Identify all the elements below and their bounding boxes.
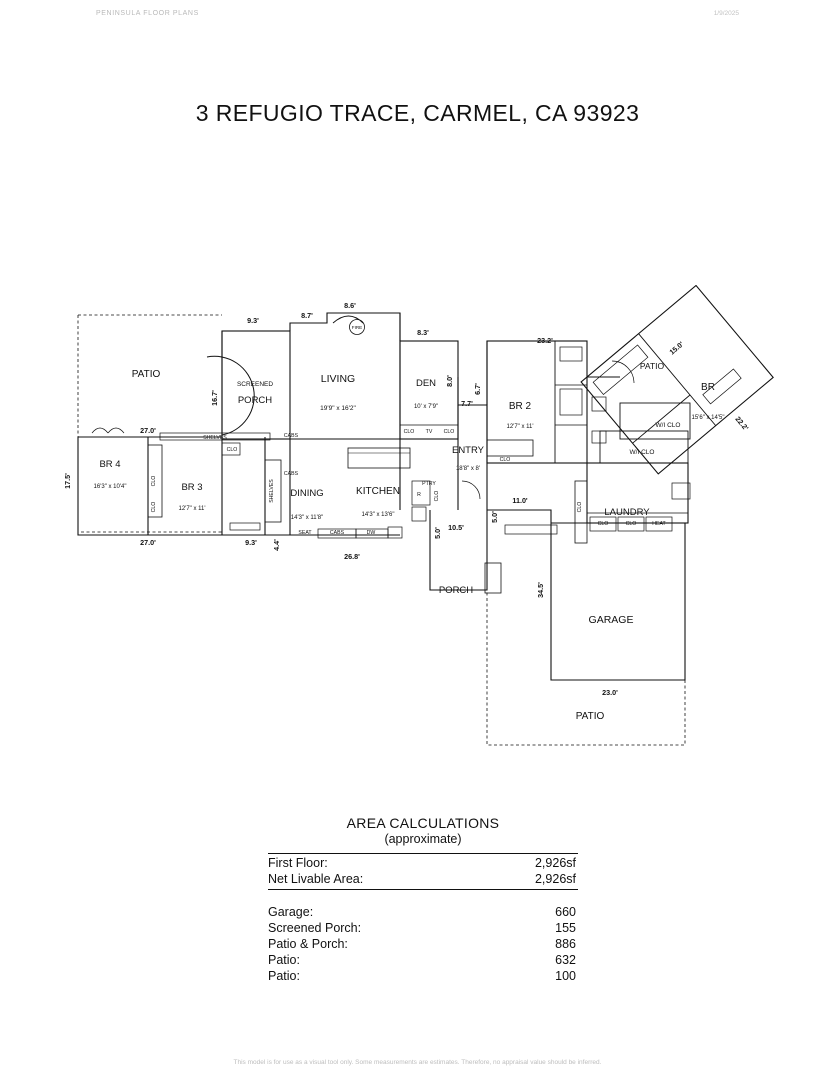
dim-4-4: 4.4' — [272, 539, 281, 551]
area-label: Screened Porch: — [268, 921, 362, 935]
patio-outline-garage — [487, 510, 685, 745]
room-dims-br3: 12'7" x 11' — [178, 506, 206, 512]
label-clo-den-1: CLO — [403, 429, 415, 435]
label-clo-hall: CLO — [577, 501, 583, 513]
area-value: 100 — [555, 969, 576, 983]
dim-23-2: 23.2' — [537, 336, 553, 345]
dim-5-0-b: 5.0' — [490, 511, 499, 523]
room-dims-br-wing: 15'6" x 14'5" — [691, 415, 725, 421]
room-label-kitchen: KITCHEN — [356, 486, 400, 497]
room-label-br2: BR 2 — [508, 401, 532, 412]
header-company-label: PENINSULA FLOOR PLANS — [96, 10, 199, 17]
patio-outline-left — [78, 315, 222, 532]
label-tv: TV — [425, 429, 433, 435]
label-clo-l2: CLO — [625, 521, 637, 527]
area-calculations — [268, 815, 578, 984]
label-heat: HEAT — [652, 521, 666, 527]
dim-11-0: 11.0' — [512, 496, 528, 505]
document-header — [0, 10, 835, 24]
label-clo-entry: CLO — [499, 457, 511, 463]
room-dims-br4: 16'3" x 10'4" — [93, 484, 127, 490]
area-label: Patio & Porch: — [268, 937, 348, 951]
dim-8-7: 8.7' — [301, 311, 313, 320]
disclaimer-text: This model is for use as a visual tool only. Some measurements are estimates. Therefore, no appraisal value should be inferred. — [233, 1059, 602, 1066]
label-clo-kitchen: CLO — [434, 490, 440, 502]
label-cabs-2: CABS — [283, 471, 299, 477]
room-label-porch-front: PORCH — [237, 395, 273, 406]
area-value: 2,926sf — [482, 871, 578, 890]
area-label: Garage: — [268, 905, 314, 919]
room-label-br4: BR 4 — [99, 459, 121, 470]
area-calculations-title: AREA CALCULATIONS — [346, 815, 500, 831]
dim-10-5: 10.5' — [448, 523, 464, 532]
room-label-patio-left: PATIO — [131, 369, 161, 380]
dim-23-0: 23.0' — [602, 688, 618, 697]
dim-26-8: 26.8' — [344, 552, 360, 561]
room-dims-living: 19'9" x 16'2" — [320, 405, 356, 412]
room-label-dining: DINING — [290, 488, 324, 499]
table-row — [268, 904, 578, 920]
area-value: 660 — [555, 905, 576, 919]
room-dims-den: 10' x 7'9" — [413, 404, 439, 410]
dim-8-3: 8.3' — [417, 328, 429, 337]
label-fire: FIRE — [351, 325, 363, 330]
dim-7-7: 7.7' — [461, 399, 473, 408]
label-clo-br4-2: CLO — [151, 501, 157, 513]
room-dims-br2: 12'7" x 11' — [506, 424, 534, 430]
header-date: 1/9/2025 — [713, 10, 739, 17]
room-label-den: DEN — [415, 378, 437, 389]
room-label-br-wing: BR — [701, 382, 715, 393]
area-calculations-table — [268, 853, 578, 984]
dim-15-0: 15.0' — [667, 339, 686, 357]
table-row — [268, 968, 578, 984]
dim-5-0-a: 5.0' — [433, 527, 442, 539]
room-label-screened: SCREENED — [236, 381, 274, 388]
label-cabs-1: CABS — [283, 433, 299, 439]
room-label-living: LIVING — [320, 373, 356, 385]
dim-17-5: 17.5' — [63, 473, 72, 489]
dim-8-0: 8.0' — [445, 375, 454, 387]
label-wi-clo-2: W/I CLO — [629, 449, 655, 456]
area-value: 2,926sf — [482, 854, 578, 872]
area-label: Net Livable Area: — [268, 871, 482, 890]
table-row — [268, 920, 578, 936]
floorplan-svg — [0, 285, 835, 775]
label-shelves-2: SHELVES — [269, 479, 275, 503]
area-value: 632 — [555, 953, 576, 967]
room-dims-entry: 18'8" x 8' — [455, 466, 481, 472]
label-dw: DW — [366, 530, 376, 536]
label-seat: SEAT — [298, 530, 312, 536]
dim-8-6: 8.6' — [344, 301, 356, 310]
table-row — [268, 854, 578, 872]
area-label: Patio: — [268, 953, 300, 967]
room-dims-kitchen: 14'3" x 13'6" — [361, 512, 395, 518]
room-dims-dining: 14'3" x 11'8" — [290, 515, 324, 521]
dim-34-5: 34.5' — [536, 582, 545, 598]
label-wi-clo-1: W/I CLO — [655, 422, 681, 429]
table-row — [268, 871, 578, 890]
label-r: R — [417, 492, 421, 498]
room-label-br3: BR 3 — [181, 482, 203, 493]
page-title: 3 REFUGIO TRACE, CARMEL, CA 93923 — [195, 100, 640, 126]
label-clo-l1: CLO — [597, 521, 609, 527]
area-value: 886 — [555, 937, 576, 951]
label-clo-den-2: CLO — [443, 429, 455, 435]
label-shelves-1: SHELVES — [203, 435, 227, 441]
dim-6-7: 6.7' — [473, 383, 482, 395]
label-ptry: PTRY — [422, 481, 436, 487]
floorplan-drawing — [0, 285, 835, 775]
dim-9-3-top: 9.3' — [247, 316, 259, 325]
label-cabs-3: CABS — [329, 530, 345, 536]
area-calculations-subtitle: (approximate) — [384, 832, 462, 846]
dim-9-3-bottom: 9.3' — [245, 538, 257, 547]
area-label: Patio: — [268, 969, 300, 983]
area-label: First Floor: — [268, 854, 482, 872]
room-label-garage: GARAGE — [588, 614, 634, 626]
room-label-patio-rear: PATIO — [575, 711, 605, 722]
area-value: 155 — [555, 921, 576, 935]
label-clo-br4-1: CLO — [151, 475, 157, 487]
room-label-entry: ENTRY — [451, 445, 485, 456]
label-clo-br3: CLO — [226, 447, 238, 453]
dim-27-0-bottom: 27.0' — [140, 538, 156, 547]
room-label-laundry: LAUNDRY — [604, 507, 650, 518]
table-row — [268, 952, 578, 968]
room-label-patio-wing: PATIO — [639, 361, 665, 371]
table-row — [268, 936, 578, 952]
dim-27-0-top: 27.0' — [140, 426, 156, 435]
dim-22-2: 22.2' — [733, 414, 751, 433]
table-spacer — [268, 890, 578, 905]
dim-16-7: 16.7' — [210, 390, 219, 406]
room-label-porch-center: PORCH — [438, 585, 474, 596]
